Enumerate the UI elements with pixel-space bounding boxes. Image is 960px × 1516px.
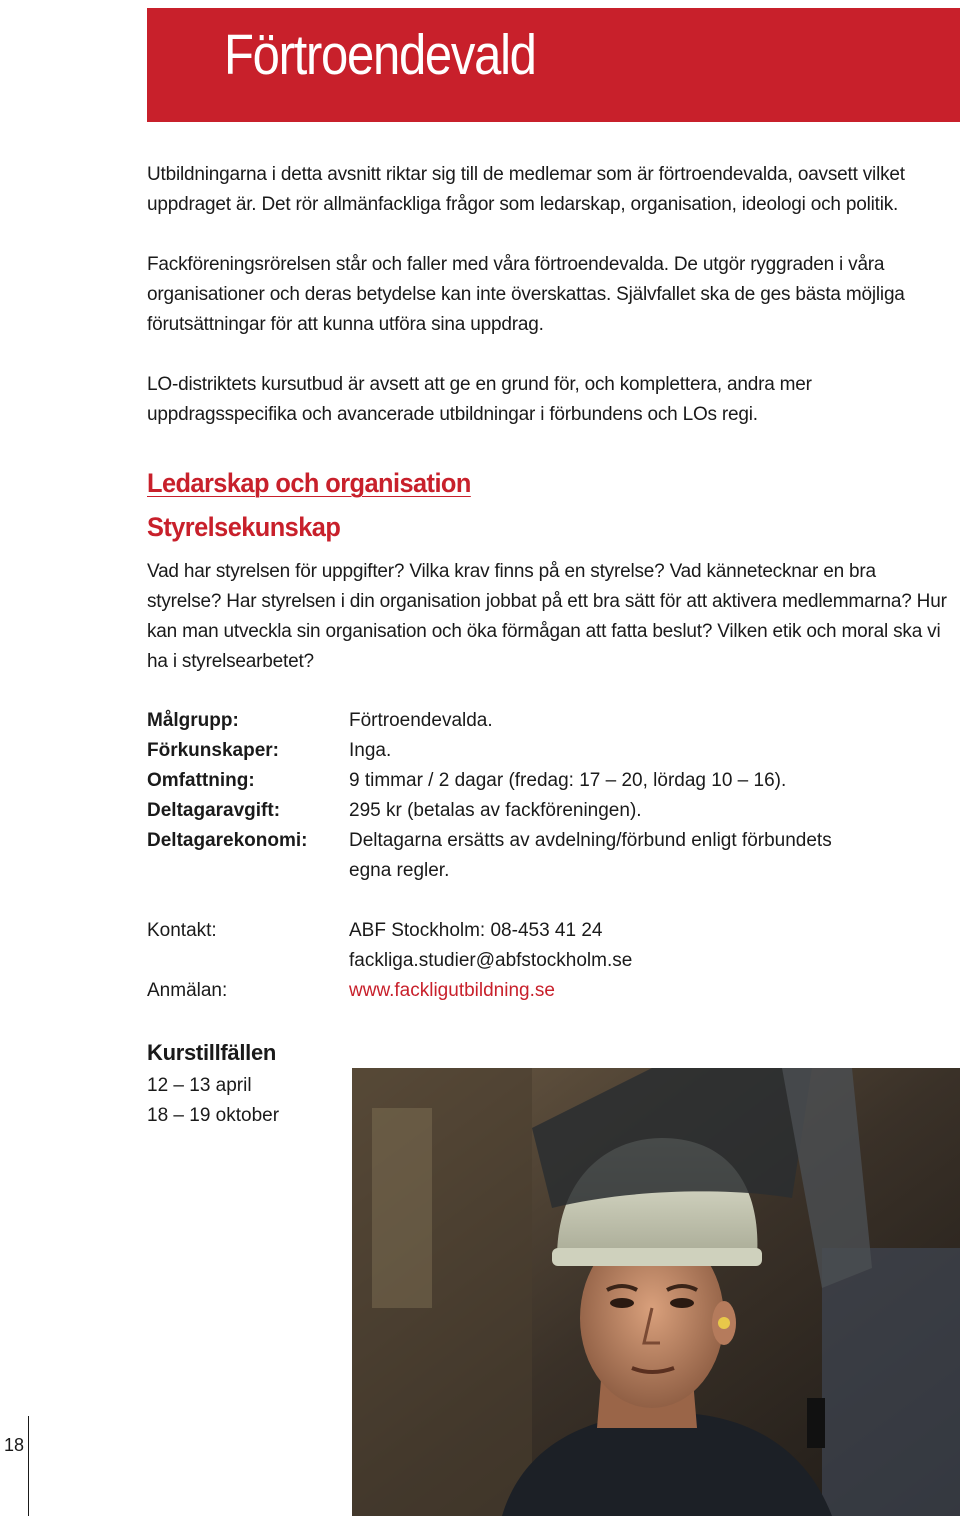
forkunskaper-value: Inga. [349,740,392,761]
malgrupp-value: Förtroendevalda. [349,710,493,731]
worker-with-welding-helmet-icon [352,1068,960,1516]
deltagaravgift-value: 295 kr (betalas av fackföreningen). [349,800,642,821]
deltagarekonomi-label: Deltagarekonomi: [147,830,308,851]
course-date: 18 – 19 oktober [147,1105,280,1126]
omfattning-label: Omfattning: [147,770,255,791]
course-description: Vad har styrelsen för uppgifter? Vilka krav finns på en styrelse? Vad kännetecknar en bra styrelse? Har styrelsen i din organisation jobbat på ett bra sätt för att aktivera medlemmarna? Hur kan man utveckla sin organisation och öka förmågan att fatta beslut? Vilken etik och moral ska vi ha i styrelsearbetet? [147,561,947,672]
page-title: Förtroendevald [224,23,536,87]
omfattning-value: 9 timmar / 2 dagar (fredag: 17 – 20, lördag 10 – 16). [349,770,787,791]
intro-paragraph-3: LO-distriktets kursutbud är avsett att ge en grund för, och komplettera, andra mer uppdragsspecifika och avancerade utbildningar i förbundens och LOs regi. [147,374,812,425]
intro-paragraph-2: Fackföreningsrörelsen står och faller med våra förtroendevalda. De utgör ryggraden i våra organisationer och deras betydelse kan inte överskattas. Självfallet ska de ges bästa möjliga förutsättningar för att kunna utföra sina uppdrag. [147,254,905,335]
forkunskaper-label: Förkunskaper: [147,740,279,761]
section-heading: Ledarskap och organisation [147,468,471,498]
deltagarekonomi-value: Deltagarna ersätts av avdelning/förbund enligt förbundets [349,830,832,851]
worker-photo [352,1068,960,1516]
contact-phone: ABF Stockholm: 08-453 41 24 [349,920,603,941]
contact-email[interactable]: fackliga.studier@abfstockholm.se [349,950,633,971]
kontakt-label: Kontakt: [147,920,217,941]
kurstillfallen-heading: Kurstillfällen [147,1040,277,1065]
page-number-rule [28,1416,29,1516]
deltagaravgift-label: Deltagaravgift: [147,800,281,821]
course-date: 12 – 13 april [147,1075,252,1096]
course-title: Styrelsekunskap [147,512,341,542]
malgrupp-label: Målgrupp: [147,710,239,731]
website-link[interactable]: www.fackligutbildning.se [349,980,555,1001]
intro-paragraph-1: Utbildningarna i detta avsnitt riktar sig till de medlemar som är förtroendevalda, oavsett vilket uppdraget är. Det rör allmänfackliga frågor som ledarskap, organisation, ideologi och politik. [147,164,905,215]
page-number: 18 [3,1435,25,1455]
deltagarekonomi-value-cont: egna regler. [349,860,450,881]
anmalan-label: Anmälan: [147,980,228,1001]
